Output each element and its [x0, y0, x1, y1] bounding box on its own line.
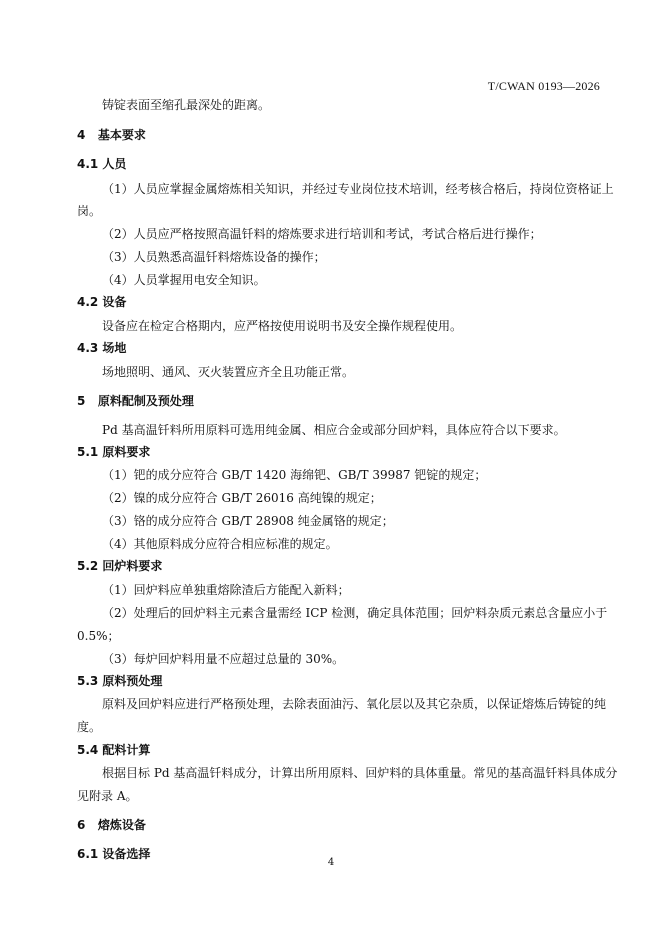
list-item: （4）其他原料成分应符合相应标准的规定。 [102, 537, 338, 551]
subsection-heading: 5.1 原料要求 [77, 445, 151, 459]
section-heading: 4 基本要求 [77, 128, 146, 142]
list-item: （1）人员应掌握金属熔炼相关知识，并经过专业岗位技术培训，经考核合格后，持岗位资格证上 [102, 182, 614, 196]
body-text: Pd 基高温钎料所用原料可选用纯金属、相应合金或部分回炉料，具体应符合以下要求。 [102, 423, 566, 437]
list-item: （3）铬的成分应符合 GB/T 28908 纯金属铬的规定； [102, 514, 394, 528]
subsection-heading: 5.2 回炉料要求 [77, 559, 163, 573]
subsection-heading: 4.3 场地 [77, 341, 127, 355]
list-item: （2）处理后的回炉料主元素含量需经 ICP 检测，确定具体范围；回炉料杂质元素总含量应小于 [102, 606, 608, 620]
list-item: （3）人员熟悉高温钎料熔炼设备的操作； [102, 250, 326, 264]
subsection-heading: 5.3 原料预处理 [77, 674, 163, 688]
subsection-heading: 4.1 人员 [77, 157, 127, 171]
list-item: （3）每炉回炉料用量不应超过总量的 30%。 [102, 652, 345, 666]
list-item: （2）人员应严格按照高温钎料的熔炼要求进行培训和考试，考试合格后进行操作； [102, 227, 542, 241]
body-text: 根据目标 Pd 基高温钎料成分，计算出所用原料、回炉料的具体重量。常见的基高温钎料具体成分 [102, 766, 618, 780]
subsection-heading: 6.1 设备选择 [77, 847, 151, 861]
list-item-continuation: 岗。 [77, 204, 102, 218]
subsection-heading: 5.4 配料计算 [77, 743, 151, 757]
document-code: T/CWAN 0193—2026 [487, 79, 600, 93]
body-text: 原料及回炉料应进行严格预处理，去除表面油污、氧化层以及其它杂质，以保证熔炼后铸锭的纯 [102, 697, 607, 711]
body-text: 场地照明、通风、灭火装置应齐全且功能正常。 [102, 365, 355, 379]
list-item: （4）人员掌握用电安全知识。 [102, 273, 266, 287]
list-item-continuation: 0.5%； [77, 629, 120, 643]
section-heading: 6 熔炼设备 [77, 818, 146, 832]
body-text-continuation: 见附录 A。 [77, 789, 138, 803]
list-item: （1）回炉料应单独重熔除渣后方能配入新料； [102, 583, 350, 597]
body-text: 铸锭表面至缩孔最深处的距离。 [102, 98, 271, 112]
body-text-continuation: 度。 [77, 720, 102, 734]
page-number: 4 [327, 857, 335, 868]
section-heading: 5 原料配制及预处理 [77, 394, 194, 408]
list-item: （2）镍的成分应符合 GB/T 26016 高纯镍的规定； [102, 491, 382, 505]
list-item: （1）钯的成分应符合 GB/T 1420 海绵钯、GB/T 39987 钯锭的规定； [102, 468, 487, 482]
body-text: 设备应在检定合格期内，应严格按使用说明书及安全操作规程使用。 [102, 319, 463, 333]
subsection-heading: 4.2 设备 [77, 295, 127, 309]
